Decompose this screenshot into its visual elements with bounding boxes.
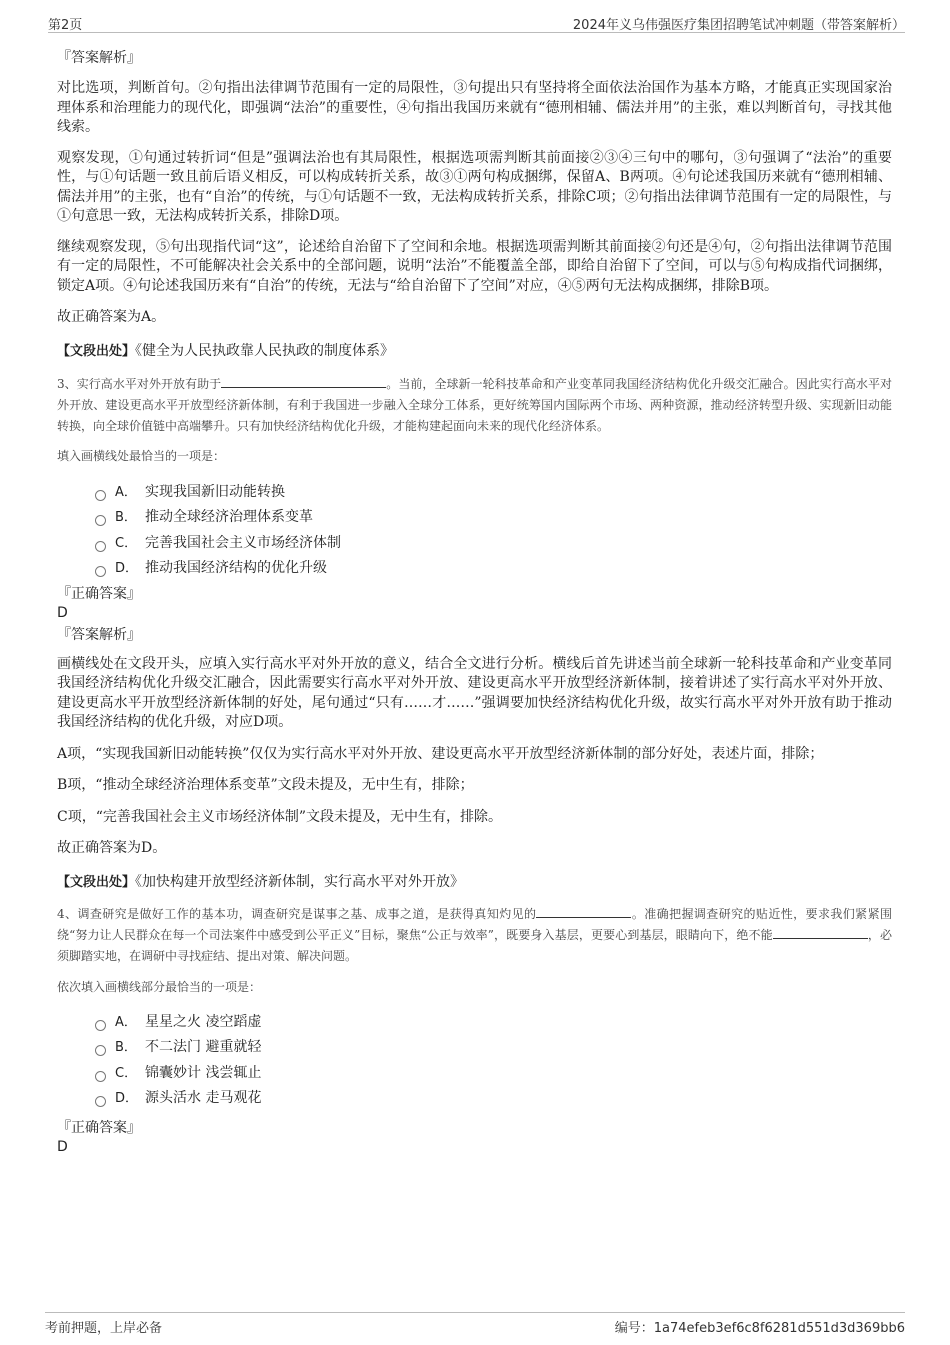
document-body <box>57 48 892 1156</box>
option-text: 不二法门 避重就轻 <box>145 1039 262 1055</box>
analysis-paragraph: 继续观察发现，⑤句出现指代词“这”，论述给自治留下了空间和余地。根据选项需判断其前面接②句还是④句，②句指出法律调节范围有一定的局限性，不可能解决社会关系中的全部问题，说明“法治”不能覆盖全部，即给自治留下了空间，可以与⑤句构成指代词捆绑，锁定A项。④句论述我国历来有“自治”的传统，无法与“给自治留下了空间”对应，④⑤两句无法构成捆绑，排除B项。 <box>57 238 892 294</box>
analysis-paragraph: 对比选项，判断首句。②句指出法律调节范围有一定的局限性，③句提出只有坚持将全面依法治国作为基本方略，才能真正实现国家治理体系和治理能力的现代化，即强调“法治”的重要性，④句指出我国历来就有“德刑相辅、儒法并用”的主张，难以判断首句，寻找其他线索。 <box>57 80 892 135</box>
source-label: 【文段出处】 <box>57 343 136 359</box>
option-letter: C． <box>115 535 138 551</box>
page-number: 第2页 <box>48 18 83 33</box>
radio-icon[interactable] <box>95 1045 106 1056</box>
fill-blank <box>773 925 868 939</box>
correct-answer: D <box>57 604 68 621</box>
analysis-conclusion: 故正确答案为A。 <box>57 309 166 325</box>
question-prompt: 填入画横线处最恰当的一项是： <box>57 448 226 463</box>
option-text: 推动全球经济治理体系变革 <box>145 509 313 525</box>
correct-answer-label: 『正确答案』 <box>57 1119 141 1136</box>
option-text: 源头活水 走马观花 <box>145 1090 262 1106</box>
option-c[interactable] <box>95 531 892 557</box>
option-text: 锦囊妙计 浅尝辄止 <box>145 1064 262 1081</box>
stem-text: ，必须脚踏实地，在调研中寻找症结、提出对策、解决问题。 <box>57 927 892 963</box>
radio-icon[interactable] <box>95 566 106 577</box>
radio-icon[interactable] <box>95 515 106 526</box>
radio-icon[interactable] <box>95 1071 106 1082</box>
option-b[interactable] <box>95 505 892 531</box>
option-text: 推动我国经济结构的优化升级 <box>145 560 327 576</box>
correct-answer-label: 『正确答案』 <box>57 585 141 602</box>
fill-blank <box>221 374 386 388</box>
document-title: 2024年义乌伟强医疗集团招聘笔试冲刺题（带答案解析） <box>572 18 905 33</box>
analysis-paragraph: C项，“完善我国社会主义市场经济体制”文段未提及，无中生有，排除。 <box>57 808 503 825</box>
option-letter: B． <box>115 510 137 525</box>
source-title: 《健全为人民执政靠人民执政的制度体系》 <box>135 342 395 359</box>
option-b[interactable] <box>95 1035 892 1061</box>
option-text: 星星之火 凌空蹈虚 <box>145 1013 262 1030</box>
radio-icon[interactable] <box>95 541 106 552</box>
document-id: 编号：1a74efeb3ef6c8f6281d551d3d369bb6 <box>614 1321 905 1336</box>
source-label: 【文段出处】 <box>57 874 136 890</box>
option-list <box>95 480 892 582</box>
option-letter: B． <box>115 1040 137 1055</box>
page-header <box>48 10 905 33</box>
footer-slogan: 考前押题，上岸必备 <box>45 1321 163 1336</box>
option-letter: A． <box>115 484 137 500</box>
source-citation <box>57 340 892 360</box>
option-c[interactable] <box>95 1061 892 1087</box>
option-letter: C． <box>115 1065 138 1081</box>
option-letter: A． <box>115 1014 137 1030</box>
analysis-label: 『答案解析』 <box>57 626 141 643</box>
question-stem <box>57 374 892 437</box>
option-d[interactable] <box>95 556 892 582</box>
radio-icon[interactable] <box>95 490 106 501</box>
analysis-conclusion: 故正确答案为D。 <box>57 840 167 856</box>
option-a[interactable] <box>95 1010 892 1036</box>
stem-text: 4、调查研究是做好工作的基本功，调查研究是谋事之基、成事之道，是获得真知灼见的 <box>57 906 537 921</box>
analysis-label: 『答案解析』 <box>57 50 141 66</box>
radio-icon[interactable] <box>95 1020 106 1031</box>
analysis-paragraph: A项，“实现我国新旧动能转换”仅仅为实行高水平对外开放、建设更高水平开放型经济新体制的部分好处，表述片面，排除； <box>57 745 824 762</box>
page-footer <box>45 1312 905 1337</box>
source-citation <box>57 871 892 891</box>
stem-text: 3、实行高水平对外开放有助于 <box>57 376 222 391</box>
analysis-paragraph: 画横线处在文段开头，应填入实行高水平对外开放的意义，结合全文进行分析。横线后首先讲述当前全球新一轮科技革命和产业变革同我国经济结构优化升级交汇融合，因此需要实行高水平对外开放、建设更高水平开放型经济新体制，接着讲述了实行高水平对外开放、建设更高水平开放型经济新体制的好处，尾句通过“只有……才……”强调要加快经济结构优化升级，故实行高水平对外开放有助于推动我国经济结构的优化升级，对应D项。 <box>57 655 892 730</box>
option-text: 实现我国新旧动能转换 <box>145 483 285 500</box>
option-letter: D． <box>115 561 139 576</box>
option-a[interactable] <box>95 480 892 506</box>
stem-text: 。当前，全球新一轮科技革命和产业变革同我国经济结构优化升级交汇融合。因此实行高水平对外开放、建设更高水平开放型经济新体制，有利于我国进一步融入全球分工体系，更好统筹国内国际两个市场、两种资源，推动经济转型升级、实现新旧动能转换，向全球价值链中高端攀升。只有加快经济结构优化升级，才能构建起面向未来的现代化经济体系。 <box>57 376 892 433</box>
analysis-paragraph: 观察发现，①句通过转折词“但是”强调法治也有其局限性，根据选项需判断其前面接②③④三句中的哪句，③句强调了“法治”的重要性，与①句话题一致且前后语义相反，可以构成转折关系，故③①两句构成捆绑，保留A、B两项。④句论述我国历来就有“德刑相辅、儒法并用”的主张，也有“自治”的传统，与①句话题不一致，无法构成转折关系，排除C项；②句指出法律调节范围有一定的局限性，与①句意思一致，无法构成转折关系，排除D项。 <box>57 149 892 224</box>
radio-icon[interactable] <box>95 1096 106 1107</box>
source-title: 《加快构建开放型经济新体制，实行高水平对外开放》 <box>135 873 465 890</box>
option-d[interactable] <box>95 1086 892 1112</box>
question-stem <box>57 904 892 967</box>
option-letter: D． <box>115 1091 139 1106</box>
analysis-paragraph: B项，“推动全球经济治理体系变革”文段未提及，无中生有，排除； <box>57 777 474 793</box>
fill-blank <box>536 904 631 918</box>
correct-answer: D <box>57 1138 68 1155</box>
option-text: 完善我国社会主义市场经济体制 <box>145 534 341 551</box>
question-prompt: 依次填入画横线部分最恰当的一项是： <box>57 979 262 994</box>
stem-text: 。准确把握调查研究的贴近性，要求我们紧紧围绕“努力让人民群众在每一个司法案件中感受到公平正义”目标，聚焦“公正与效率”，既要身入基层，更要心到基层，眼睛向下，绝不能 <box>57 906 892 942</box>
option-list <box>95 1010 892 1112</box>
